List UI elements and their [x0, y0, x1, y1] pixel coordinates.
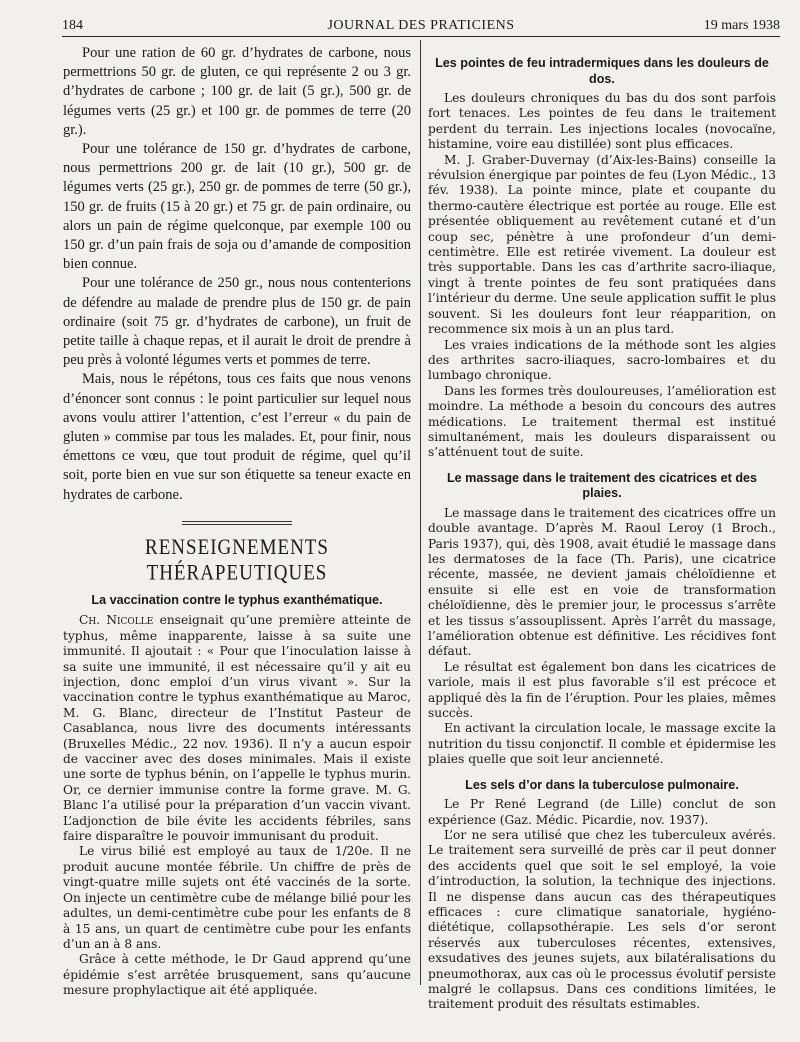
page-number: 184	[62, 18, 83, 33]
paragraph: L’or ne sera utilisé que chez les tuberculeux avérés. Le traitement sera surveillé de près car il peut donner des accidents quel que soit le sel employé, la voie d’introduction, la solution, la technique des injections. Il ne dispense dans aucun cas des thérapeutiques efficaces : cure climatique sanatoriale, hygiéno-diététique, collapsothérapie. Les sels d’or seront réservés aux tuberculoses récentes, extensives, exsudatives des jeunes sujets, aux bilatéralisations du pneumothorax, aux cas où le processus évolutif persiste malgré le collapsus. Dans ces conditions limitées, le traitement produit des résultats estimables.	[428, 827, 776, 1012]
article-body	[428, 506, 776, 768]
left-column	[63, 44, 411, 999]
paragraph: Pour une tolérance de 250 gr., nous nous contenterions de défendre au malade de prendre plus de 150 gr. de pain ordinaire (soit 75 gr. d’hydrates de carbone), un fruit de petite taille à chaque repas, et il aurait le droit de prendre à peu près à volonté légumes verts et pommes de terre.	[63, 275, 411, 369]
right-column	[428, 44, 776, 1013]
article-title: Le massage dans le traitement des cicatrices et des plaies.	[446, 470, 758, 501]
author-name: Ch. Nicolle	[79, 613, 154, 628]
paragraph: Dans les formes très douloureuses, l’amélioration est moindre. La méthode a besoin du concours des autres médications. Le traitement thermal est institué simultanément, mais les douleurs disparaissent ou s’atténuent tout de suite.	[428, 383, 776, 460]
paragraph: M. J. Graber-Duvernay (d’Aix-les-Bains) conseille la révulsion énergique par pointes de feu (Lyon Médic., 13 fév. 1938). La pointe mince, plate et coupante du thermo-cautère électrique est portée au rouge. Elle est présentée obliquement au revêtement cutané et d’un coup sec, pénètre à une profondeur d’un demi-centimètre. Elle est retirée vivement. La douleur est très supportable. Dans les cas d’arthrite sacro-iliaque, vingt à trente pointes de feu sont pratiquées dans l’intérieur du derme. Une seule application suffit le plus souvent. Si les douleurs font leur réapparition, on recommence six mois à un an plus tard.	[428, 152, 776, 337]
column-divider	[420, 40, 421, 985]
paragraph: Les vraies indications de la méthode sont les algies des arthrites sacro-iliaques, sacro-lombaires et du lumbago chronique.	[428, 337, 776, 383]
article-body	[428, 797, 776, 1013]
paragraph: Ch. Nicolle enseignait qu’une première atteinte de typhus, même inapparente, laisse à sa suite une immunité. Il ajoutait : « Pour que l’inoculation laisse à sa suite une immunité, il est nécessaire qu’il y ait eu injection, donc emploi d’un virus vivant ». Sur la vaccination contre le typhus exanthématique au Maroc, M. G. Blanc, directeur de l’Institut Pasteur de Casablanca, nous livre des documents intéressants (Bruxelles Médic., 22 nov. 1936). Il n’y a aucun espoir de vacciner avec des doses minimales. Mais il existe une sorte de typhus bénin, on l’appelle le typhus murin. Or, ce dernier immunise contre la forme grave. M. G. Blanc l’a utilisé pour la préparation d’un vaccin vivant. L’adjonction de bile évite les accidents fébriles, sans faire disparaître le pouvoir immunisant du produit.	[63, 613, 411, 844]
paragraph: Les douleurs chroniques du bas du dos sont parfois fort tenaces. Les pointes de feu dans le traitement perdent du terrain. Les injections locales (novocaïne, histamine, voire eau distillée) sont plus efficaces.	[428, 91, 776, 152]
paragraph: Le résultat est également bon dans les cicatrices de variole, mais il est plus favorable s’il est précoce et appliqué dès la fin de l’éruption. Pour les plaies, mêmes succès.	[428, 659, 776, 721]
issue-date: 19 mars 1938	[703, 18, 780, 33]
article-body	[63, 613, 411, 998]
paragraph: Pour une tolérance de 150 gr. d’hydrates de carbone, nous permettrions 200 gr. de lait (10 gr.), 500 gr. de légumes verts (25 gr.), 250 gr. de pommes de terre (50 gr.), 150 gr. de fruits (15 à 20 gr.) et 75 gr. de pain ordinaire, ou alors un pain de régime quelconque, par exemple 100 ou 150 gr. d’un pain frais de soja ou d’amande de composition bien connue.	[63, 141, 411, 273]
paragraph: Le virus bilié est employé au taux de 1/20e. Il ne produit aucune montée fébrile. Un chiffre de près de vingt-quatre mille sujets ont été vaccinés de la sorte. On injecte un centimètre cube de mélange bilié pour les adultes, un demi-centimètre cube pour les enfants de 8 à 15 ans, un quart de centimètre cube pour les enfants d’un an à 8 ans.	[63, 844, 411, 951]
article-title: Les pointes de feu intradermiques dans les douleurs de dos.	[435, 56, 769, 86]
section-title: RENSEIGNEMENTS THÉRAPEUTIQUES	[145, 535, 329, 586]
article-title: Les sels d’or dans la tuberculose pulmonaire.	[465, 777, 739, 792]
paragraph: Grâce à cette méthode, le Dr Gaud apprend qu’une épidémie s’est arrêtée brusquement, sans qu’aucune mesure prophylactique ait été appliquée.	[63, 952, 411, 998]
paragraph: Pour une ration de 60 gr. d’hydrates de carbone, nous permettrions 50 gr. de gluten, ce qui représente 2 ou 3 gr. d’hydrates de carbone ; 100 gr. de lait (5 gr.), 500 gr. de légumes verts (25 gr.) et 100 gr. de pommes de terre (20 gr.).	[63, 45, 411, 138]
paragraph: Le Pr René Legrand (de Lille) conclut de son expérience (Gaz. Médic. Picardie, nov. 1937).	[428, 797, 776, 827]
paragraph: En activant la circulation locale, le massage excite la nutrition du tissu conjonctif. Il comble et épidermise les plaies quelle que soit leur ancienneté.	[428, 721, 776, 767]
header-rule	[62, 36, 780, 37]
page-header	[62, 14, 780, 36]
article-body	[428, 91, 776, 461]
diet-text	[63, 44, 411, 505]
article-title: La vaccination contre le typhus exanthématique.	[91, 592, 383, 607]
paragraph: Le massage dans le traitement des cicatrices offre un double avantage. D’après M. Raoul Leroy (1 Broch., Paris 1937), qui, dès 1908, avait étudié le massage dans les dermatoses de la face (Th. Paris), une cicatrice récente, massée, ne devient jamais chéloïdienne et ensuite si elle est en voie de transformation chéloïdienne, dès le premier jour, le processus s’arrête et les tissus s’assouplissent. Après l’arrêt du massage, l’amélioration obtenue est définitive. Les récidives font défaut.	[428, 505, 776, 659]
paragraph: Mais, nous le répétons, tous ces faits que nous venons d’énoncer sont connus : le point particulier sur lequel nous avons voulu attirer l’attention, c’est l’erreur « du pain de gluten » commise par tous les malades. Et, pour finir, nous émettons ce vœu, que tout produit de régime, quel qu’il soit, porte bien en vue sur son étiquette sa teneur exacte en hydrates de carbone.	[63, 371, 411, 503]
journal-title: JOURNAL DES PRATICIENS	[327, 18, 515, 33]
decorative-rule	[182, 521, 292, 525]
